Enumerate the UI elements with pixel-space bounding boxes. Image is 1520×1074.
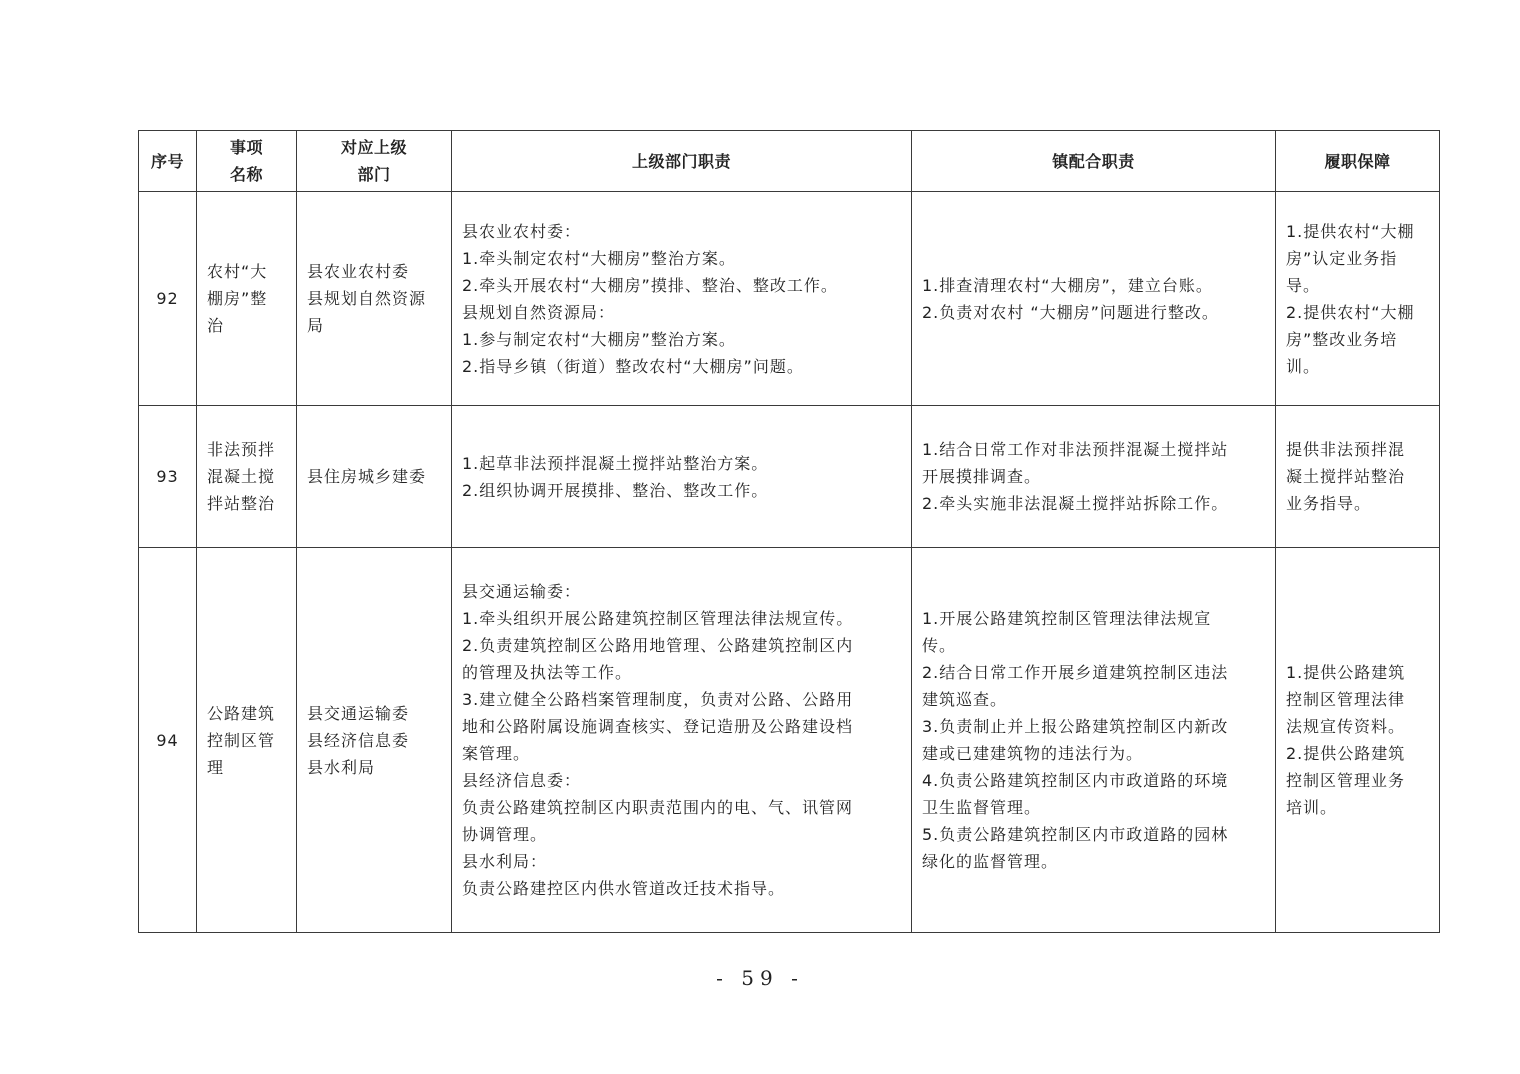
header-dept: 对应上级 部门 bbox=[297, 131, 452, 192]
cell-text-line: 2.组织协调开展摸排、整治、整改工作。 bbox=[462, 480, 769, 500]
cell-text-line: 县规划自然资源局： bbox=[462, 302, 616, 322]
cell-item-name bbox=[197, 548, 297, 933]
cell-text-line: 2.提供公路建筑 bbox=[1286, 744, 1406, 763]
cell-text-line: 卫生监督管理。 bbox=[922, 798, 1042, 817]
header-item-name: 事项 名称 bbox=[197, 131, 297, 192]
header-seq: 序号 bbox=[139, 131, 197, 192]
cell-text-line: 非法预拌 bbox=[207, 440, 276, 459]
table-row bbox=[139, 192, 1440, 406]
cell-seq: 92 bbox=[139, 192, 197, 406]
cell-dept bbox=[297, 548, 452, 933]
cell-text-line: 公路建筑 bbox=[207, 703, 276, 723]
cell-text-line: 县交通运输委 bbox=[307, 703, 410, 723]
cell-text-line: 县农业农村委 bbox=[307, 262, 410, 281]
cell-seq: 93 bbox=[139, 406, 197, 548]
cell-text-line: 2.指导乡镇（街道）整改农村“大棚房”问题。 bbox=[462, 356, 804, 376]
cell-text-line: 控制区管理业务 bbox=[1286, 771, 1406, 790]
cell-text-line: 县经济信息委： bbox=[462, 771, 582, 790]
cell-text-line: 负责公路建控区内供水管道改迁技术指导。 bbox=[462, 879, 786, 898]
cell-text-line: 法规宣传资料。 bbox=[1286, 717, 1406, 736]
cell-text-line: 开展摸排调查。 bbox=[922, 467, 1042, 486]
cell-text-line: 1.提供公路建筑 bbox=[1286, 663, 1406, 682]
cell-text-line: 协调管理。 bbox=[462, 825, 548, 844]
cell-text-line: 控制区管 bbox=[207, 730, 276, 750]
cell-text-line: 2.牵头开展农村“大棚房”摸排、整治、整改工作。 bbox=[462, 275, 838, 295]
cell-text-line: 2.牵头实施非法混凝土搅拌站拆除工作。 bbox=[922, 494, 1229, 513]
cell-text-line: 房”认定业务指 bbox=[1286, 248, 1398, 268]
table-row bbox=[139, 406, 1440, 548]
cell-text-line: 2.负责建筑控制区公路用地管理、公路建筑控制区内 bbox=[462, 636, 854, 655]
cell-text-line: 混凝土搅 bbox=[207, 467, 276, 486]
cell-text-line: 的管理及执法等工作。 bbox=[462, 663, 633, 682]
header-upper-duty: 上级部门职责 bbox=[452, 131, 912, 192]
cell-text-line: 3.负责制止并上报公路建筑控制区内新改 bbox=[922, 717, 1229, 736]
cell-text-line: 建筑巡查。 bbox=[922, 690, 1008, 709]
header-town-duty: 镇配合职责 bbox=[912, 131, 1276, 192]
cell-text-line: 绿化的监督管理。 bbox=[922, 852, 1059, 871]
header-guarantee: 履职保障 bbox=[1276, 131, 1440, 192]
cell-text-line: 提供非法预拌混 bbox=[1286, 440, 1406, 459]
cell-town-duty bbox=[912, 406, 1276, 548]
cell-text-line: 理 bbox=[207, 757, 225, 777]
table-body bbox=[139, 192, 1440, 933]
cell-text-line: 县交通运输委： bbox=[462, 582, 582, 601]
cell-text-line: 负责公路建筑控制区内职责范围内的电、气、讯管网 bbox=[462, 798, 854, 817]
cell-text-line: 控制区管理法律 bbox=[1286, 690, 1406, 709]
cell-text-line: 地和公路附属设施调查核实、登记造册及公路建设档 bbox=[462, 717, 854, 736]
cell-text-line: 棚房”整 bbox=[207, 289, 268, 308]
cell-text-line: 4.负责公路建筑控制区内市政道路的环境 bbox=[922, 771, 1229, 790]
cell-text-line: 1.结合日常工作对非法预拌混凝土搅拌站 bbox=[922, 440, 1229, 459]
cell-text-line: 2.负责对农村 “大棚房”问题进行整改。 bbox=[922, 302, 1219, 322]
cell-guarantee bbox=[1276, 406, 1440, 548]
cell-text-line: 县经济信息委 bbox=[307, 730, 410, 750]
cell-upper-duty bbox=[452, 548, 912, 933]
cell-text-line: 1.排查清理农村“大棚房”，建立台账。 bbox=[922, 275, 1213, 295]
cell-text-line: 县住房城乡建委 bbox=[307, 467, 427, 486]
cell-text-line: 局 bbox=[307, 316, 325, 335]
duty-table bbox=[138, 130, 1440, 933]
table-row bbox=[139, 548, 1440, 933]
page-number: - 59 - bbox=[716, 966, 804, 990]
table-header-row bbox=[139, 131, 1440, 192]
cell-text-line: 案管理。 bbox=[462, 744, 531, 763]
cell-town-duty bbox=[912, 192, 1276, 406]
cell-text-line: 1.参与制定农村“大棚房”整治方案。 bbox=[462, 329, 736, 349]
cell-text-line: 1.起草非法预拌混凝土搅拌站整治方案。 bbox=[462, 453, 769, 473]
cell-text-line: 县规划自然资源 bbox=[307, 289, 427, 308]
cell-text-line: 县农业农村委： bbox=[462, 221, 582, 241]
cell-text-line: 1.提供农村“大棚 bbox=[1286, 221, 1415, 241]
cell-text-line: 传。 bbox=[922, 636, 957, 655]
cell-dept bbox=[297, 406, 452, 548]
cell-text-line: 农村“大 bbox=[207, 262, 268, 281]
cell-upper-duty bbox=[452, 406, 912, 548]
cell-text-line: 2.提供农村“大棚 bbox=[1286, 302, 1415, 322]
cell-guarantee bbox=[1276, 548, 1440, 933]
cell-text-line: 导。 bbox=[1286, 275, 1321, 295]
cell-text-line: 治 bbox=[207, 316, 225, 335]
cell-text-line: 业务指导。 bbox=[1286, 494, 1372, 513]
cell-text-line: 建或已建建筑物的违法行为。 bbox=[922, 744, 1144, 763]
cell-text-line: 1.开展公路建筑控制区管理法律法规宣 bbox=[922, 609, 1212, 628]
cell-text-line: 县水利局： bbox=[462, 852, 548, 871]
cell-text-line: 培训。 bbox=[1286, 798, 1338, 817]
cell-text-line: 1.牵头组织开展公路建筑控制区管理法律法规宣传。 bbox=[462, 609, 854, 628]
cell-text-line: 训。 bbox=[1286, 356, 1321, 376]
cell-text-line: 2.结合日常工作开展乡道建筑控制区违法 bbox=[922, 663, 1229, 682]
cell-text-line: 凝土搅拌站整治 bbox=[1286, 467, 1406, 486]
cell-text-line: 县水利局 bbox=[307, 757, 376, 777]
cell-item-name bbox=[197, 406, 297, 548]
cell-seq: 94 bbox=[139, 548, 197, 933]
cell-text-line: 拌站整治 bbox=[207, 494, 276, 513]
cell-text-line: 5.负责公路建筑控制区内市政道路的园林 bbox=[922, 825, 1229, 844]
cell-dept bbox=[297, 192, 452, 406]
cell-town-duty bbox=[912, 548, 1276, 933]
cell-text-line: 1.牵头制定农村“大棚房”整治方案。 bbox=[462, 248, 736, 268]
cell-guarantee bbox=[1276, 192, 1440, 406]
cell-item-name bbox=[197, 192, 297, 406]
cell-text-line: 房”整改业务培 bbox=[1286, 329, 1398, 349]
cell-text-line: 3.建立健全公路档案管理制度，负责对公路、公路用 bbox=[462, 690, 854, 709]
cell-upper-duty bbox=[452, 192, 912, 406]
